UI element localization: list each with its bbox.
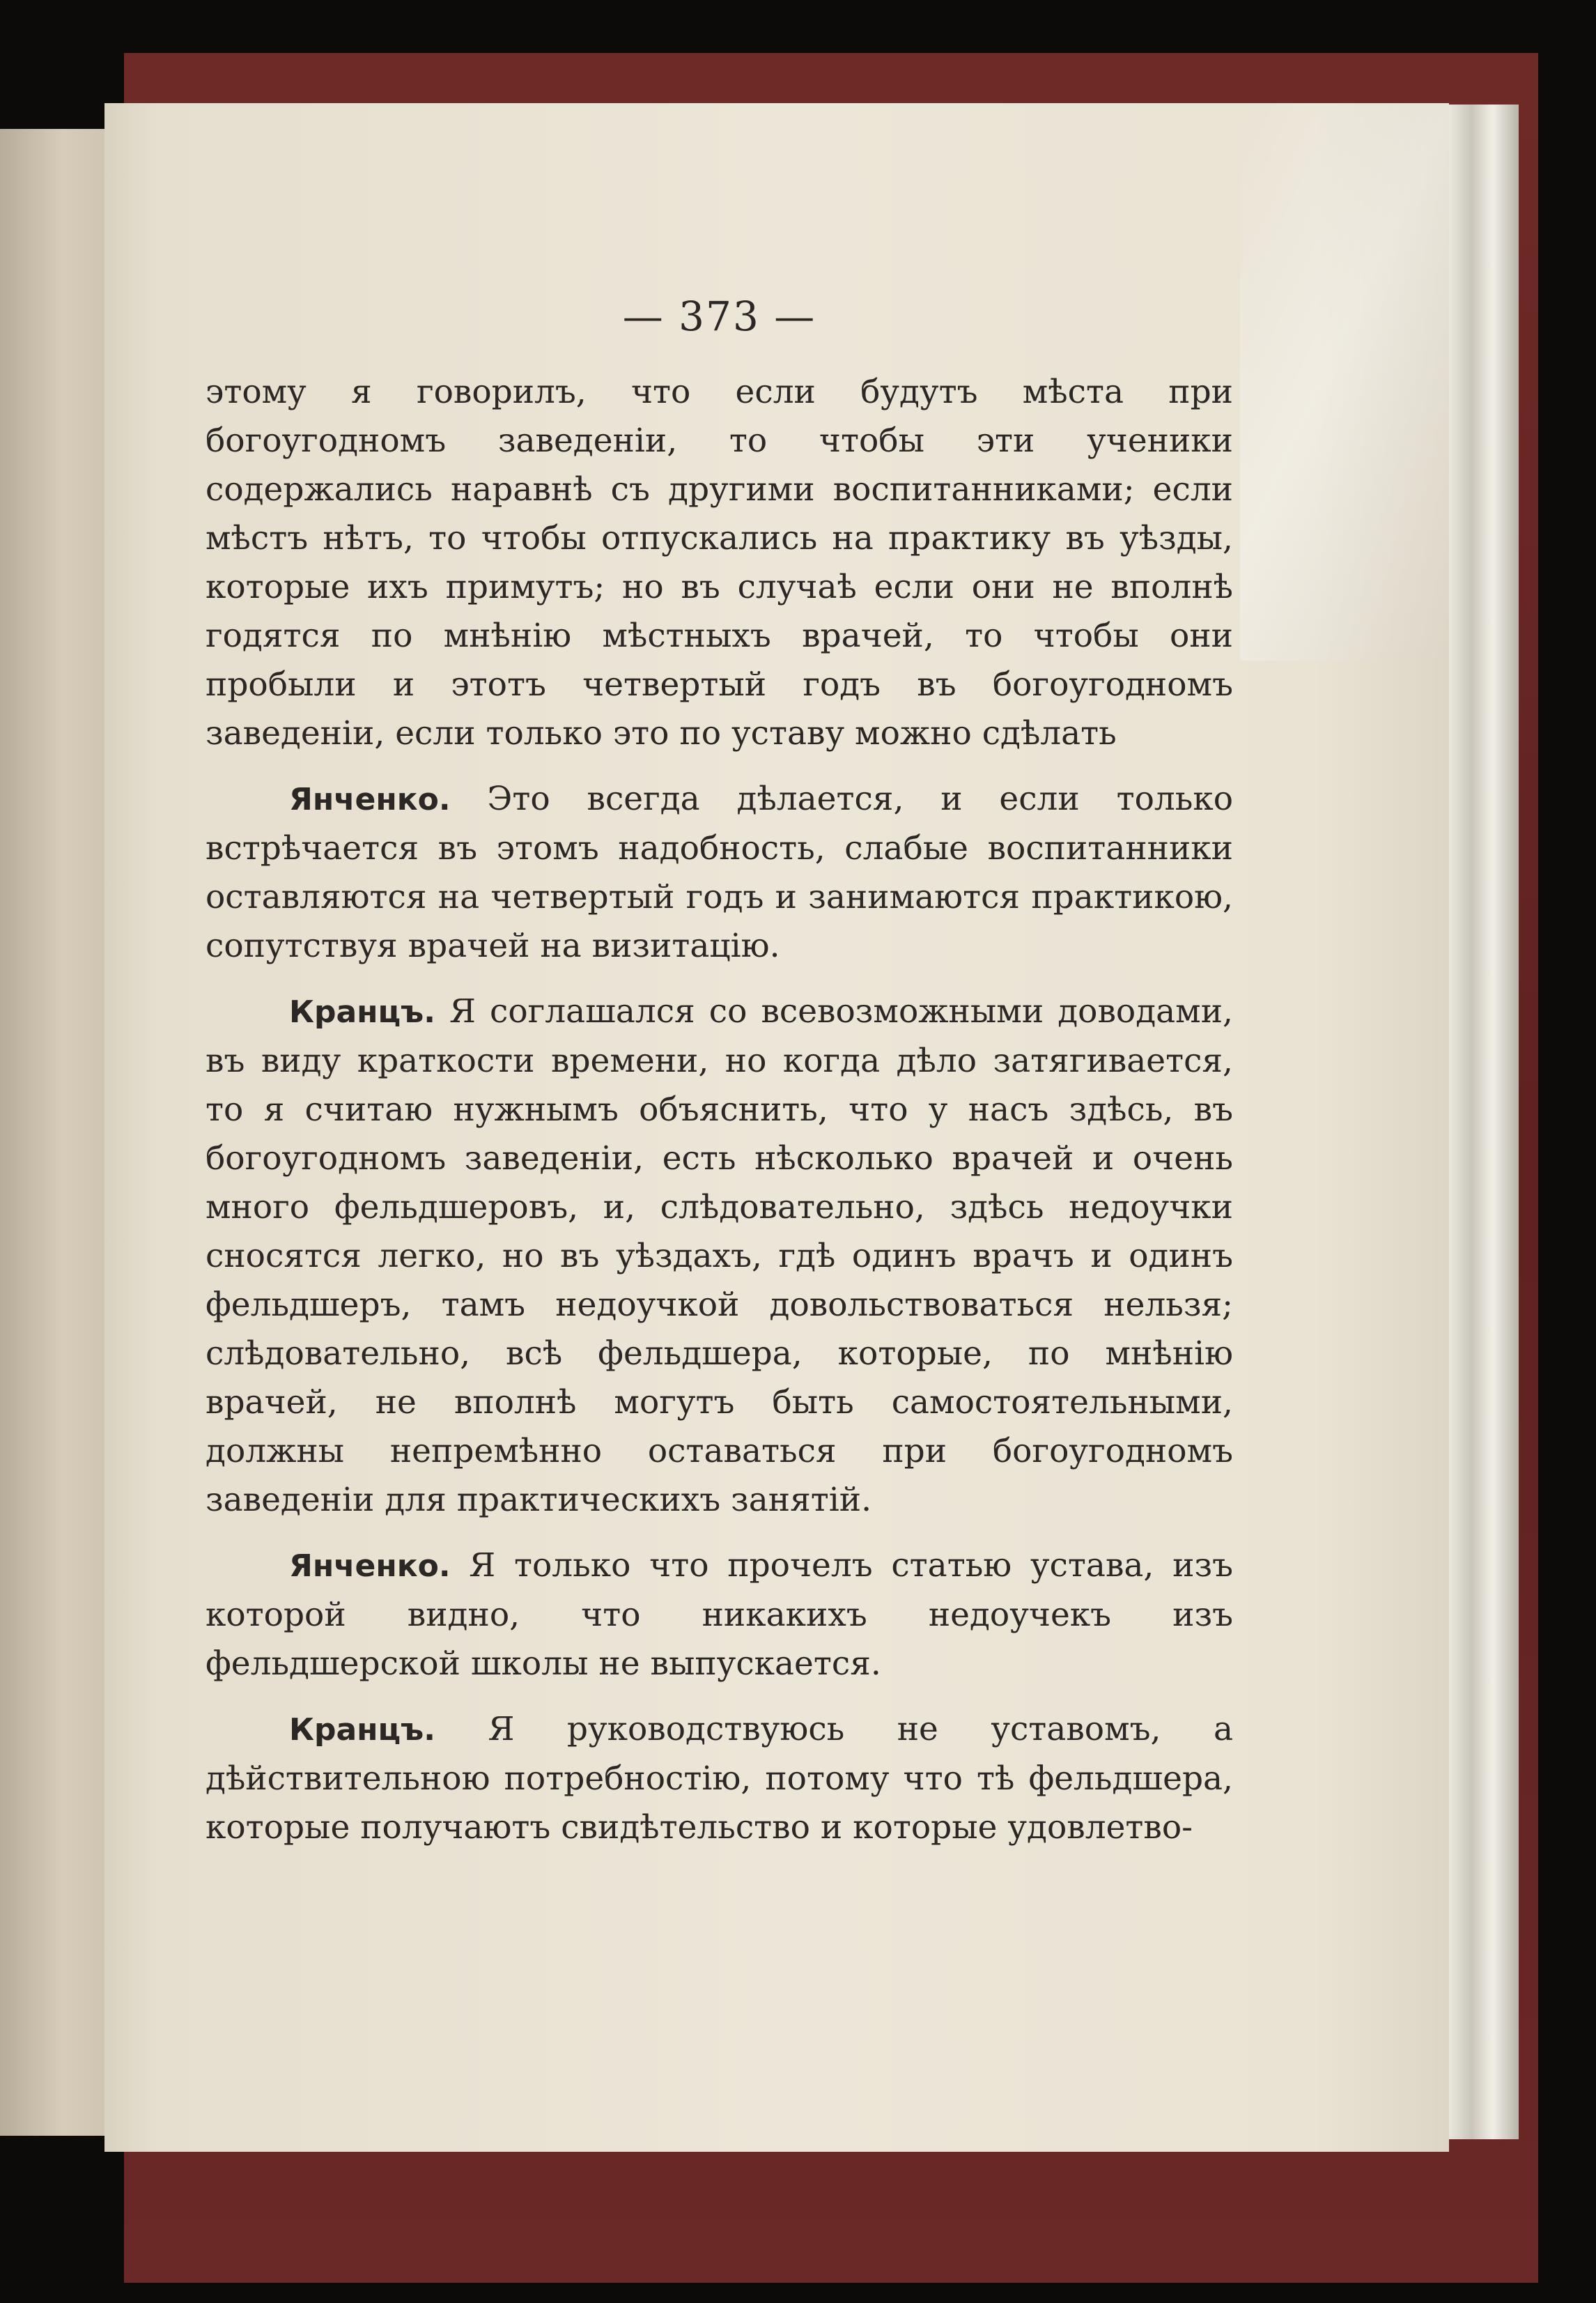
paragraph-continuation <box>206 368 1233 758</box>
speech-paragraph <box>206 1541 1233 1688</box>
speaker-name: Янченко. <box>289 1548 451 1584</box>
paragraph-text: Я руководствуюсь не уставомъ, а дѣйствительною потребностiю, потому что тѣ фельдшера, которые получаютъ свидѣтельство и которые удовлетво- <box>206 1710 1233 1847</box>
paragraph-text: Я только что прочелъ статью устава, изъ которой видно, что никакихъ недоучекъ изъ фельдшерской школы не выпускается. <box>206 1546 1233 1683</box>
paragraph-text: Я соглашался со всевозможными доводами, въ виду краткости времени, но когда дѣло затягивается, то я считаю нужнымъ объяснить, что у насъ здѣсь, въ богоугодномъ заведенiи, есть нѣсколько врачей и очень много фельдшеровъ, и, слѣдовательно, здѣсь недоучки сносятся легко, но въ уѣздахъ, гдѣ одинъ врачъ и одинъ фельдшеръ, тамъ недоучкой довольствоваться нельзя; слѣдовательно, всѣ фельдшера, которые, по мнѣнiю врачей, не вполнѣ могутъ быть самостоятельными, должны непремѣнно оставаться при богоугодномъ заведенiи для практическихъ занятiй. <box>206 992 1233 1519</box>
page-number: — 373 — <box>622 293 816 340</box>
speech-paragraph <box>206 775 1233 971</box>
paragraph-text: Это всегда дѣлается, и если только встрѣчается въ этомъ надобность, слабые воспитанники оставляются на четвертый годъ и занимаются практикою, сопутствуя врачей на визитацiю. <box>206 780 1233 965</box>
page-text-block <box>206 293 1233 1869</box>
speaker-name: Янченко. <box>289 782 451 817</box>
speech-paragraph <box>206 1705 1233 1852</box>
left-cover-edge <box>0 129 104 2136</box>
speaker-name: Кранцъ. <box>289 1712 435 1748</box>
page-fold-shadow <box>1240 103 1449 661</box>
paragraph-text: этому я говорилъ, что если будутъ мѣста при богоугодномъ заведенiи, то чтобы эти ученики содержались наравнѣ съ другими воспитанниками; если мѣстъ нѣтъ, то чтобы отпускались на практику въ уѣзды, которые ихъ примутъ; но въ случаѣ если они не вполнѣ годятся по мнѣнiю мѣстныхъ врачей, то чтобы они пробыли и этотъ четвертый годъ въ богоугодномъ заведенiи, если только это по уставу можно сдѣлать <box>206 373 1233 753</box>
speaker-name: Кранцъ. <box>289 994 435 1030</box>
speech-paragraph <box>206 987 1233 1525</box>
